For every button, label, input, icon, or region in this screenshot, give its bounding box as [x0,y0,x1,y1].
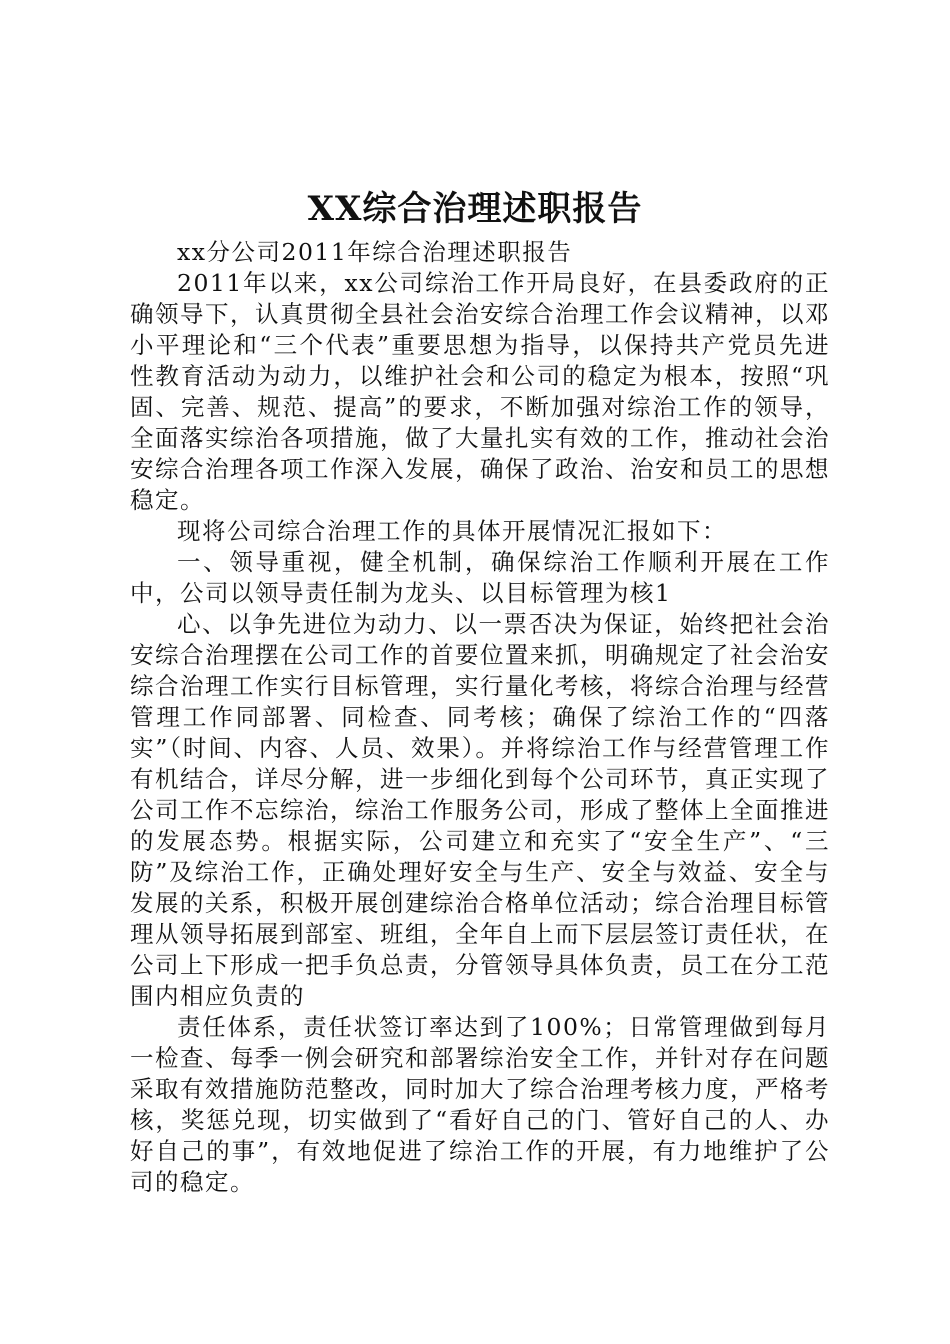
paragraph-report-lead: 现将公司综合治理工作的具体开展情况汇报如下： [177,517,727,545]
paragraph-section-one-body: 心、以争先进位为动力、以一票否决为保证，始终把社会治安综合治理摆在公司工作的首要位置来抓，明确规定了社会治安综合治理工作实行目标管理，实行量化考核，将综合治理与经营管理工作同部署、同检查、同考核；确保了综治工作的“四落实”（时间、内容、人员、效果）。并将综治工作与经营管理工作有机结合，详尽分解，进一步细化到每个公司环节，真正实现了公司工作不忘综治，综治工作服务公司，形成了整体上全面推进的发展态势。根据实际，公司建立和充实了“安全生产”、“三防”及综治工作，正确处理好安全与生产、安全与效益、安全与发展的关系，积极开展创建综治合格单位活动；综合治理目标管理从领导拓展到部室、班组，全年自上而下层层签订责任状，在公司上下形成一把手负总责，分管领导具体负责，员工在分工范围内相应负责的 [130,610,830,1010]
paragraph-subtitle: xx分公司2011年综合治理述职报告 [177,238,573,266]
paragraph-responsibility: 责任体系，责任状签订率达到了100%；日常管理做到每月一检查、每季一例会研究和部署综治安全工作，并针对存在问题采取有效措施防范整改，同时加大了综合治理考核力度，严格考核，奖惩兑现，切实做到了“看好自己的门、管好自己的人、办好自己的事”，有效地促进了综治工作的开展，有力地维护了公司的稳定。 [130,1013,830,1196]
paragraph-intro: 2011年以来，xx公司综治工作开局良好，在县委政府的正确领导下，认真贯彻全县社会治安综合治理工作会议精神，以邓小平理论和“三个代表”重要思想为指导，以保持共产党员先进性教育活动为动力，以维护社会和公司的稳定为根本，按照“巩固、完善、规范、提高”的要求，不断加强对综治工作的领导，全面落实综治各项措施，做了大量扎实有效的工作，推动社会治安综合治理各项工作深入发展，确保了政治、治安和员工的思想稳定。 [130,269,830,514]
document-body [130,237,830,1198]
document-title: XX综合治理述职报告 [307,189,643,229]
paragraph-section-one: 一、领导重视，健全机制，确保综治工作顺利开展在工作中，公司以领导责任制为龙头、以目标管理为核1 [130,548,830,607]
